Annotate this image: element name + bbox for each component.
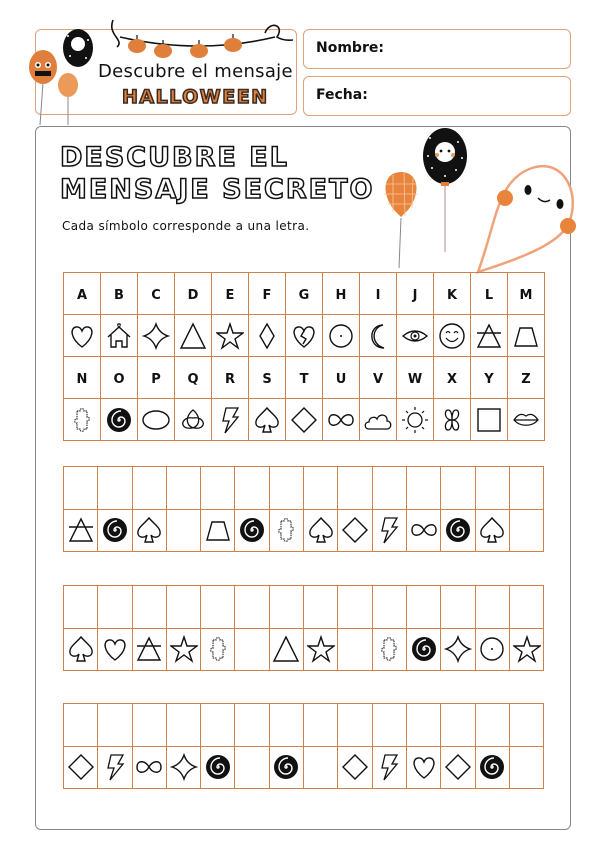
key-symbol-cell	[101, 399, 138, 441]
key-letter: D	[187, 288, 199, 303]
puzzle-symbol-cell	[64, 509, 98, 552]
diamond-curved-icon	[142, 322, 170, 350]
answer-cell[interactable]	[98, 704, 132, 747]
star-icon	[513, 635, 541, 663]
spiral-icon	[101, 516, 129, 544]
answer-cell[interactable]	[372, 467, 406, 510]
puzzle-symbol-cell	[269, 509, 303, 552]
answer-cell[interactable]	[269, 704, 303, 747]
puzzle-symbol-cell	[338, 628, 372, 671]
spade-icon	[67, 635, 95, 663]
key-letter: S	[262, 372, 272, 387]
key-letter-cell	[175, 273, 212, 315]
key-letter: Z	[521, 372, 531, 387]
square-diamond-icon	[341, 516, 369, 544]
triangle-icon	[272, 635, 300, 663]
puzzle-symbol-cell	[166, 509, 200, 552]
orange-balloon-icon	[378, 170, 424, 270]
key-symbol-cell	[323, 315, 360, 357]
key-letter-cell	[101, 357, 138, 399]
answer-cell[interactable]	[64, 704, 98, 747]
name-field[interactable]	[303, 29, 571, 69]
answer-cell[interactable]	[372, 704, 406, 747]
puzzle-symbol-cell	[475, 509, 509, 552]
key-letter-cell	[249, 273, 286, 315]
answer-cell[interactable]	[338, 586, 372, 629]
spade-icon	[478, 516, 506, 544]
answer-cell[interactable]	[304, 586, 338, 629]
puzzle-symbol-cell	[338, 509, 372, 552]
heart-icon	[101, 635, 129, 663]
key-symbol-cell	[397, 399, 434, 441]
key-symbol-cell	[249, 315, 286, 357]
answer-cell[interactable]	[64, 467, 98, 510]
puzzle-symbol-cell	[372, 509, 406, 552]
answer-cell[interactable]	[338, 704, 372, 747]
puzzle-symbol-cell	[304, 509, 338, 552]
key-letter-cell	[397, 273, 434, 315]
ellipse-icon	[142, 406, 170, 434]
header-title: Descubre el mensaje	[98, 61, 293, 82]
answer-cell[interactable]	[441, 586, 475, 629]
triangle-icon	[179, 322, 207, 350]
key-letter: X	[446, 372, 458, 387]
puzzle-symbol-cell	[98, 746, 132, 789]
main-title-line2: MENSAJE SECRETO	[60, 174, 375, 205]
spiral-icon	[444, 516, 472, 544]
puzzle-icon	[204, 635, 232, 663]
answer-cell[interactable]	[509, 586, 543, 629]
key-letter: L	[484, 288, 494, 303]
key-letter: V	[372, 372, 384, 387]
key-letter: Y	[484, 372, 494, 387]
puzzle-symbol-cell	[406, 746, 440, 789]
key-symbol-cell	[212, 315, 249, 357]
puzzle-symbol-cell	[304, 746, 338, 789]
key-letter-cell	[508, 357, 545, 399]
key-letter: H	[335, 288, 347, 303]
key-letter: E	[225, 288, 235, 303]
key-letter-cell	[508, 273, 545, 315]
infinity-icon	[410, 516, 438, 544]
clover-icon	[438, 406, 466, 434]
key-letter-cell	[249, 357, 286, 399]
answer-cell[interactable]	[372, 586, 406, 629]
key-symbol-cell	[138, 315, 175, 357]
puzzle-symbol-cell	[98, 628, 132, 671]
puzzle-symbol-cell	[132, 628, 166, 671]
puzzle-symbol-cell	[132, 509, 166, 552]
key-letter: P	[151, 372, 161, 387]
key-symbol-cell	[286, 399, 323, 441]
spiral-icon	[478, 753, 506, 781]
key-letter: N	[76, 372, 88, 387]
answer-cell[interactable]	[269, 586, 303, 629]
key-letter: C	[151, 288, 161, 303]
puzzle-symbol-cell	[269, 746, 303, 789]
key-symbol-cell	[434, 315, 471, 357]
answer-cell[interactable]	[441, 704, 475, 747]
date-field[interactable]	[303, 76, 571, 116]
eye-icon	[401, 322, 429, 350]
puzzle-symbol-cell	[509, 509, 543, 552]
lightning-icon	[375, 753, 403, 781]
key-letter-cell	[360, 357, 397, 399]
puzzle-symbol-cell	[235, 746, 269, 789]
key-letter-cell	[434, 273, 471, 315]
answer-cell[interactable]	[235, 704, 269, 747]
answer-cell[interactable]	[475, 586, 509, 629]
instructions: Cada símbolo corresponde a una letra.	[62, 219, 310, 233]
key-letter-cell	[212, 273, 249, 315]
puzzle-symbol-cell	[475, 746, 509, 789]
answer-cell[interactable]	[406, 586, 440, 629]
star-icon	[307, 635, 335, 663]
key-letter-cell	[175, 357, 212, 399]
key-symbol-cell	[249, 399, 286, 441]
key-symbol-cell	[360, 399, 397, 441]
house-icon	[105, 322, 133, 350]
key-letter: W	[407, 372, 423, 387]
puzzle-symbol-cell	[201, 746, 235, 789]
spade-icon	[253, 406, 281, 434]
puzzle-symbol-cell	[64, 628, 98, 671]
key-symbol-cell	[286, 315, 323, 357]
triangle-bar-icon	[135, 635, 163, 663]
puzzle-icon	[375, 635, 403, 663]
square-diamond-icon	[444, 753, 472, 781]
puzzle-symbol-cell	[441, 509, 475, 552]
puzzle-symbol-cell	[166, 746, 200, 789]
key-symbol-cell	[212, 399, 249, 441]
answer-cell[interactable]	[269, 467, 303, 510]
key-letter: F	[262, 288, 272, 303]
triangle-bar-icon	[475, 322, 503, 350]
key-symbol-cell	[64, 399, 101, 441]
answer-cell[interactable]	[235, 586, 269, 629]
answer-cell[interactable]	[201, 467, 235, 510]
heart-icon	[410, 753, 438, 781]
cipher-key-table	[63, 272, 545, 441]
answer-cell[interactable]	[64, 586, 98, 629]
infinity-icon	[135, 753, 163, 781]
key-letter: A	[76, 288, 88, 303]
answer-cell[interactable]	[406, 467, 440, 510]
answer-cell[interactable]	[132, 586, 166, 629]
key-symbol-cell	[508, 315, 545, 357]
answer-cell[interactable]	[235, 467, 269, 510]
spade-icon	[307, 516, 335, 544]
trapezoid-icon	[512, 322, 540, 350]
triquetra-icon	[179, 406, 207, 434]
key-letter: K	[446, 288, 458, 303]
spiral-icon	[105, 406, 133, 434]
cloud-icon	[364, 406, 392, 434]
answer-cell[interactable]	[475, 704, 509, 747]
key-letter-cell	[286, 273, 323, 315]
puzzle-symbol-cell	[132, 746, 166, 789]
key-letter: O	[113, 372, 125, 387]
main-title-line1: DESCUBRE EL	[60, 142, 289, 173]
key-letter: T	[299, 372, 309, 387]
rhombus-icon	[253, 322, 281, 350]
circle-dot-icon	[327, 322, 355, 350]
answer-cell[interactable]	[132, 704, 166, 747]
puzzle-symbol-cell	[64, 746, 98, 789]
key-symbol-cell	[175, 399, 212, 441]
square-diamond-icon	[290, 406, 318, 434]
answer-cell[interactable]	[166, 704, 200, 747]
key-letter-cell	[397, 357, 434, 399]
answer-cell[interactable]	[338, 467, 372, 510]
key-symbol-cell	[175, 315, 212, 357]
puzzle-symbol-cell	[98, 509, 132, 552]
answer-cell[interactable]	[509, 467, 543, 510]
key-symbol-cell	[64, 315, 101, 357]
puzzle-symbol-cell	[304, 628, 338, 671]
spiral-icon	[238, 516, 266, 544]
name-label: Nombre:	[316, 40, 384, 56]
spiral-icon	[272, 753, 300, 781]
pumpkin-bunting-icon	[105, 15, 295, 65]
triangle-bar-icon	[67, 516, 95, 544]
spiral-icon	[204, 753, 232, 781]
square-diamond-icon	[67, 753, 95, 781]
puzzle-icon	[68, 406, 96, 434]
spade-icon	[135, 516, 163, 544]
key-letter: I	[375, 288, 381, 303]
lightning-icon	[375, 516, 403, 544]
puzzle-symbol-cell	[475, 628, 509, 671]
key-symbol-cell	[397, 315, 434, 357]
moon-icon	[364, 322, 392, 350]
answer-cell[interactable]	[441, 467, 475, 510]
key-symbol-cell	[434, 399, 471, 441]
answer-cell[interactable]	[304, 467, 338, 510]
puzzle-symbol-cell	[372, 628, 406, 671]
square-icon	[475, 406, 503, 434]
key-letter: U	[335, 372, 347, 387]
key-letter-cell	[138, 357, 175, 399]
puzzle-symbol-cell	[509, 628, 543, 671]
key-letter: B	[114, 288, 124, 303]
answer-cell[interactable]	[201, 704, 235, 747]
key-letter-cell	[138, 273, 175, 315]
answer-cell[interactable]	[406, 704, 440, 747]
smiley-icon	[438, 322, 466, 350]
puzzle-symbol-cell	[166, 628, 200, 671]
lightning-icon	[101, 753, 129, 781]
ghost-icon	[472, 160, 584, 278]
key-symbol-cell	[323, 399, 360, 441]
puzzle-3	[63, 703, 544, 789]
diamond-curved-icon	[170, 753, 198, 781]
puzzle-symbol-cell	[235, 628, 269, 671]
trapezoid-icon	[204, 516, 232, 544]
puzzle-symbol-cell	[269, 628, 303, 671]
circle-dot-icon	[478, 635, 506, 663]
answer-cell[interactable]	[166, 467, 200, 510]
key-symbol-cell	[471, 399, 508, 441]
puzzle-symbol-cell	[201, 509, 235, 552]
answer-cell[interactable]	[166, 586, 200, 629]
puzzle-symbol-cell	[406, 628, 440, 671]
key-letter-cell	[471, 273, 508, 315]
puzzle-1	[63, 466, 544, 552]
key-letter: Q	[187, 372, 199, 387]
puzzle-symbol-cell	[201, 628, 235, 671]
answer-cell[interactable]	[304, 704, 338, 747]
spiral-icon	[410, 635, 438, 663]
key-letter-cell	[212, 357, 249, 399]
puzzle-icon	[272, 516, 300, 544]
puzzle-symbol-cell	[509, 746, 543, 789]
key-symbol-cell	[101, 315, 138, 357]
sun-icon	[401, 406, 429, 434]
answer-cell[interactable]	[201, 586, 235, 629]
puzzle-symbol-cell	[338, 746, 372, 789]
key-letter-cell	[471, 357, 508, 399]
key-letter-cell	[360, 273, 397, 315]
answer-cell[interactable]	[132, 467, 166, 510]
infinity-icon	[327, 406, 355, 434]
key-symbol-cell	[471, 315, 508, 357]
square-diamond-icon	[341, 753, 369, 781]
header-subtitle: HALLOWEEN	[122, 86, 269, 108]
key-symbol-cell	[508, 399, 545, 441]
puzzle-symbol-cell	[441, 628, 475, 671]
lightning-icon	[216, 406, 244, 434]
diamond-curved-icon	[444, 635, 472, 663]
skull-balloon-large-icon	[420, 124, 470, 254]
key-letter-cell	[64, 357, 101, 399]
key-letter-cell	[64, 273, 101, 315]
key-letter: J	[412, 288, 418, 303]
star-icon	[170, 635, 198, 663]
broken-heart-icon	[290, 322, 318, 350]
star-icon	[216, 322, 244, 350]
answer-cell[interactable]	[98, 586, 132, 629]
skull-balloon-icon	[60, 28, 96, 76]
puzzle-symbol-cell	[235, 509, 269, 552]
key-letter-cell	[434, 357, 471, 399]
key-letter-cell	[323, 357, 360, 399]
key-letter-cell	[323, 273, 360, 315]
answer-cell[interactable]	[98, 467, 132, 510]
puzzle-2	[63, 585, 544, 671]
key-letter-cell	[286, 357, 323, 399]
key-symbol-cell	[360, 315, 397, 357]
heart-icon	[68, 322, 96, 350]
date-label: Fecha:	[316, 87, 368, 103]
puzzle-symbol-cell	[406, 509, 440, 552]
key-letter-cell	[101, 273, 138, 315]
key-letter: G	[298, 288, 310, 303]
puzzle-symbol-cell	[441, 746, 475, 789]
lips-icon	[512, 406, 540, 434]
answer-cell[interactable]	[509, 704, 543, 747]
key-symbol-cell	[138, 399, 175, 441]
key-letter: R	[224, 372, 235, 387]
puzzle-symbol-cell	[372, 746, 406, 789]
key-letter: M	[519, 288, 533, 303]
answer-cell[interactable]	[475, 467, 509, 510]
